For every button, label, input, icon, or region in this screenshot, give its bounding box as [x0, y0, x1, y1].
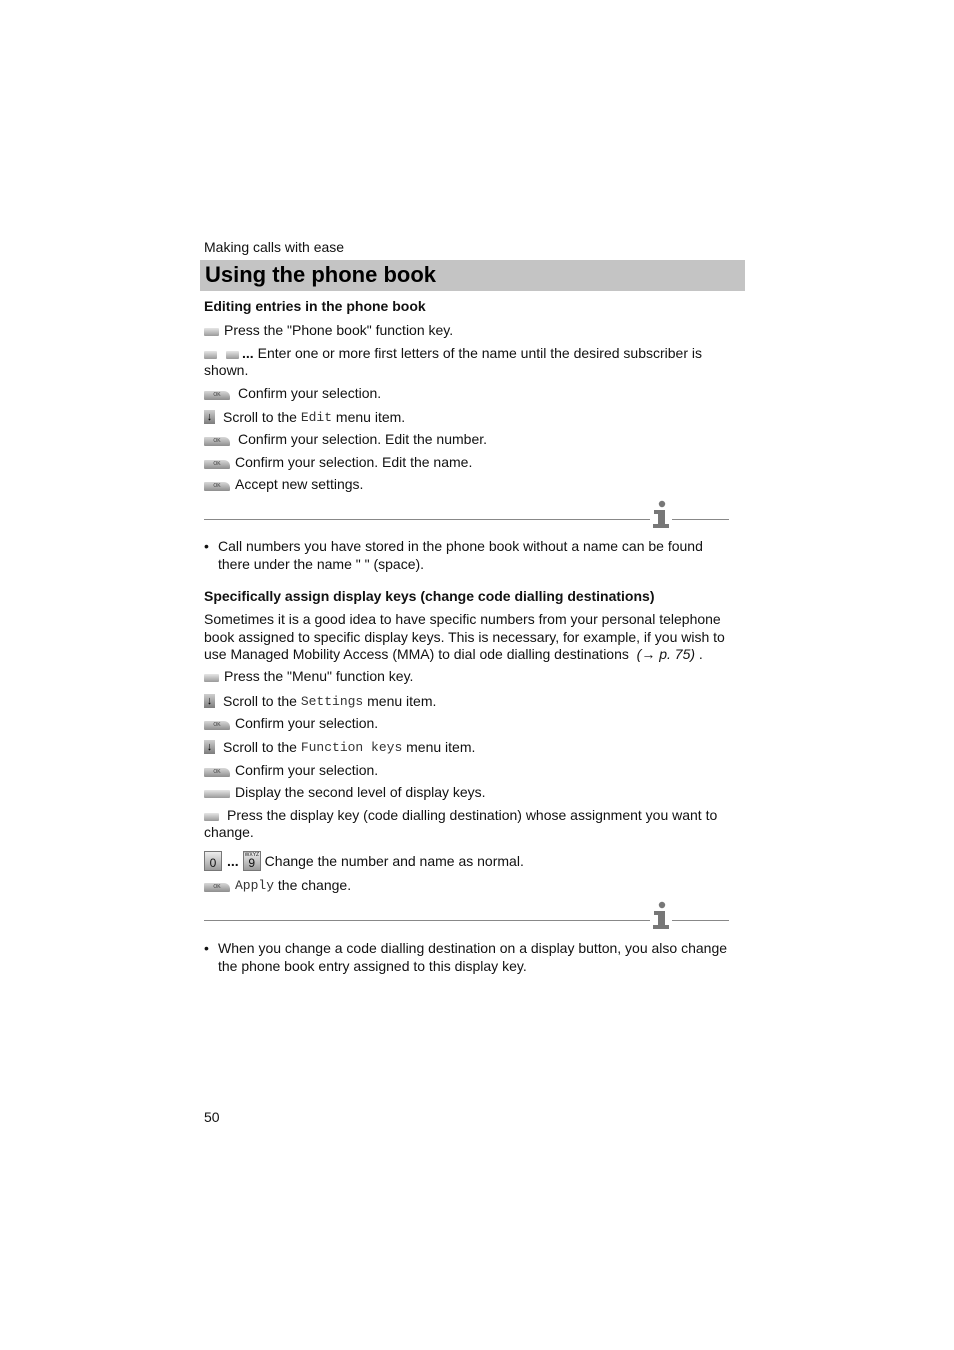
ok-key-icon: OK: [204, 391, 230, 400]
function-key-icon: [204, 328, 219, 336]
display-key-icon: [204, 813, 219, 821]
editing-step-3: OK Confirm your selection.: [204, 384, 381, 402]
editing-step-4: ↓ Scroll to the Edit menu item.: [204, 408, 405, 426]
ok-key-icon: OK: [204, 883, 230, 892]
editing-step-2-cont: shown.: [204, 362, 249, 378]
assign-intro: Sometimes it is a good idea to have specific numbers from your personal telephone book assigned to specific display keys. This is necessary, for example, if you wish to use Managed Mobility Access (MMA) to dial ode dialling destinations (→ p. 75) .: [204, 611, 725, 662]
ok-key-icon: OK: [204, 437, 230, 446]
assign-step-9: OK Apply the change.: [204, 876, 351, 894]
page-title: Using the phone book: [205, 262, 436, 287]
info-icon: [650, 901, 672, 929]
ok-key-icon: OK: [204, 768, 230, 777]
letter-key-icon: [204, 351, 217, 359]
assign-step-4: ↓ Scroll to the Function keys menu item.: [204, 738, 475, 756]
page-number: 50: [204, 1109, 220, 1125]
assign-step-8: 0 ... WXYZ 9 Change the number and name as normal.: [204, 851, 524, 871]
digit-key-9-icon: WXYZ 9: [244, 852, 260, 870]
digit-key-0-icon: 0: [204, 851, 222, 871]
editing-note: • Call numbers you have stored in the phone book without a name can be found there under the name " " (space).: [204, 538, 703, 572]
editing-step-7: OK Accept new settings.: [204, 475, 363, 493]
display-level-key-icon: [204, 790, 230, 798]
function-key-icon: [204, 674, 219, 682]
assign-step-2: ↓ Scroll to the Settings menu item.: [204, 692, 436, 710]
editing-step-5: OK Confirm your selection. Edit the number.: [204, 430, 487, 448]
assign-step-7-cont: change.: [204, 824, 254, 840]
scroll-down-icon: ↓: [204, 694, 215, 708]
page-reference-link[interactable]: (→ p. 75): [636, 646, 696, 662]
editing-step-6: OK Confirm your selection. Edit the name.: [204, 453, 472, 471]
assign-heading: Specifically assign display keys (change code dialling destinations): [204, 588, 655, 604]
assign-step-7: Press the display key (code dialling destination) whose assignment you want to: [204, 806, 717, 824]
section-header: Making calls with ease: [204, 239, 345, 255]
info-icon: [650, 500, 672, 528]
page-title-bar: [200, 260, 745, 291]
editing-step-1: Press the "Phone book" function key.: [204, 321, 453, 339]
assign-note: • When you change a code dialling destination on a display button, you also change the phone book entry assigned to this display key.: [204, 940, 728, 974]
scroll-down-icon: ↓: [204, 410, 215, 424]
letter-key-icon: [226, 351, 239, 359]
assign-step-3: OK Confirm your selection.: [204, 714, 378, 732]
assign-step-1: Press the "Menu" function key.: [204, 667, 413, 685]
ok-key-icon: OK: [204, 460, 230, 469]
scroll-down-icon: ↓: [204, 740, 215, 754]
ok-key-icon: OK: [204, 482, 230, 491]
assign-step-5: OK Confirm your selection.: [204, 761, 378, 779]
editing-heading: Editing entries in the phone book: [204, 298, 426, 314]
ok-key-icon: OK: [204, 721, 230, 730]
assign-step-6: Display the second level of display keys.: [204, 783, 486, 801]
editing-step-2: ... Enter one or more first letters of the name until the desired subscriber is: [204, 344, 702, 362]
